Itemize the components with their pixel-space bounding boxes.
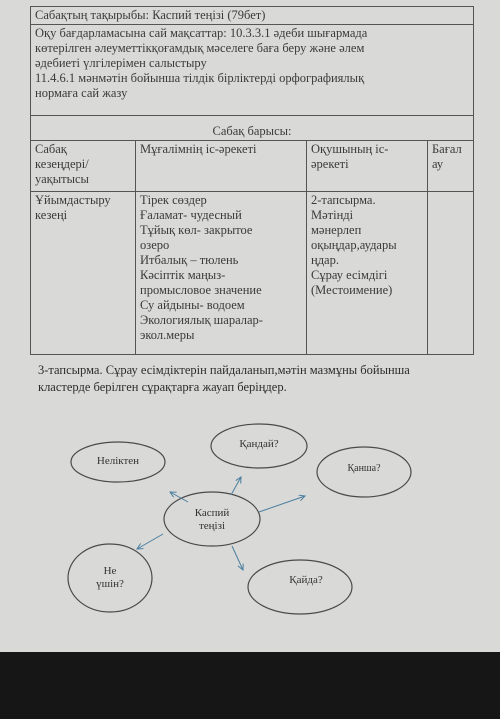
header-text: Мұғалімнің іс-әрекеті xyxy=(140,142,257,156)
nelikten-label: Неліктен xyxy=(96,455,140,467)
kandai-label: Қандай? xyxy=(239,438,279,450)
student-line: мәнерлеп xyxy=(311,223,362,237)
student-line: (Местоимение) xyxy=(311,283,393,297)
topic-row xyxy=(31,7,474,25)
student-cell xyxy=(307,192,428,355)
teacher-line: Ғаламат- чудесный xyxy=(140,208,242,222)
column-header-row xyxy=(31,141,474,192)
kansha-label: Қанша? xyxy=(347,463,381,474)
grade-cell xyxy=(428,192,474,355)
teacher-line: Итбалық – тюлень xyxy=(140,253,239,267)
student-line: 2-тапсырма. xyxy=(311,193,376,207)
topic-value: Каспий теңізі (79бет) xyxy=(152,8,266,22)
arrow-to-kandai xyxy=(231,477,241,495)
goals-line: Оқу бағдарламасына сай мақсаттар: 10.3.3.1 әдеби шығармада xyxy=(35,26,368,40)
arrow-to-ne-ushin xyxy=(137,534,163,549)
center-label xyxy=(172,507,252,533)
teacher-line: Кәсіптік маңыз- xyxy=(140,268,226,282)
teacher-line: экол.меры xyxy=(140,328,195,342)
arrow-to-kansha xyxy=(259,496,305,512)
center-line: теңізі xyxy=(198,520,226,532)
goals-line: 11.4.6.1 мәнмәтін бойынша тілдік бірліктерді орфографиялық xyxy=(35,71,365,85)
arrow-to-nelikten xyxy=(170,492,188,502)
arrow-to-kaida xyxy=(232,546,243,570)
student-line: Сұрау есімдігі xyxy=(311,268,388,282)
teacher-line: промысловое значение xyxy=(140,283,262,297)
col-student-header xyxy=(307,141,428,192)
teacher-line: Тұйық көл- закрытое xyxy=(140,223,253,237)
goals-line: әдебиеті үлгілерімен салыстыру xyxy=(35,56,207,70)
task3-line: 3-тапсырма. Сұрау есімдіктерін пайдаланып,мәтін мазмұны бойынша xyxy=(38,363,410,377)
stage-text: кезеңі xyxy=(35,208,68,222)
teacher-cell xyxy=(136,192,307,355)
stage-row xyxy=(31,192,474,355)
teacher-line: Су айдыны- водоем xyxy=(140,298,245,312)
task3-instructions xyxy=(38,362,488,396)
goals-line: нормаға сай жазу xyxy=(35,86,128,100)
student-line: ңдар. xyxy=(311,253,339,267)
student-line: оқыңдар,аудары xyxy=(311,238,397,252)
header-text: уақытысы xyxy=(35,172,89,186)
topic-label: Сабақтың тақырыбы: xyxy=(35,8,150,22)
progress-header-row xyxy=(31,116,474,141)
task3-line: кластерде берілген сұрақтарға жауап беріңдер. xyxy=(38,380,287,394)
stage-cell xyxy=(31,192,136,355)
teacher-line: Тірек сөздер xyxy=(140,193,207,207)
student-line: Мәтінді xyxy=(311,208,354,222)
teacher-line: озеро xyxy=(140,238,170,252)
header-text: ау xyxy=(432,157,444,171)
kaida-label: Қайда? xyxy=(289,574,323,586)
ne-ushin-line: үшін? xyxy=(96,578,124,590)
teacher-line: Экологиялық шаралар- xyxy=(140,313,263,327)
ne-ushin-line: Не xyxy=(103,565,117,577)
header-text: кезеңдері/ xyxy=(35,157,89,171)
header-text: Сабақ xyxy=(35,142,67,156)
header-text: Оқушының іс- xyxy=(311,142,389,156)
col-teacher-header xyxy=(136,141,307,192)
lesson-plan-table xyxy=(30,6,474,355)
header-text: әрекеті xyxy=(311,157,349,171)
goals-row xyxy=(31,25,474,116)
center-line: Каспий xyxy=(194,507,230,519)
progress-header: Сабақ барысы: xyxy=(31,116,474,141)
ne-ushin-label xyxy=(70,565,150,591)
kaida-bubble xyxy=(248,560,352,614)
col-stages-header xyxy=(31,141,136,192)
col-grade-header xyxy=(428,141,474,192)
goals-line: көтерілген әлеуметтікқоғамдық мәселеге баға беру және әлем xyxy=(35,41,365,55)
header-text: Бағал xyxy=(432,142,462,156)
dark-bottom-area xyxy=(0,652,500,719)
stage-text: Ұйымдастыру xyxy=(35,193,111,207)
